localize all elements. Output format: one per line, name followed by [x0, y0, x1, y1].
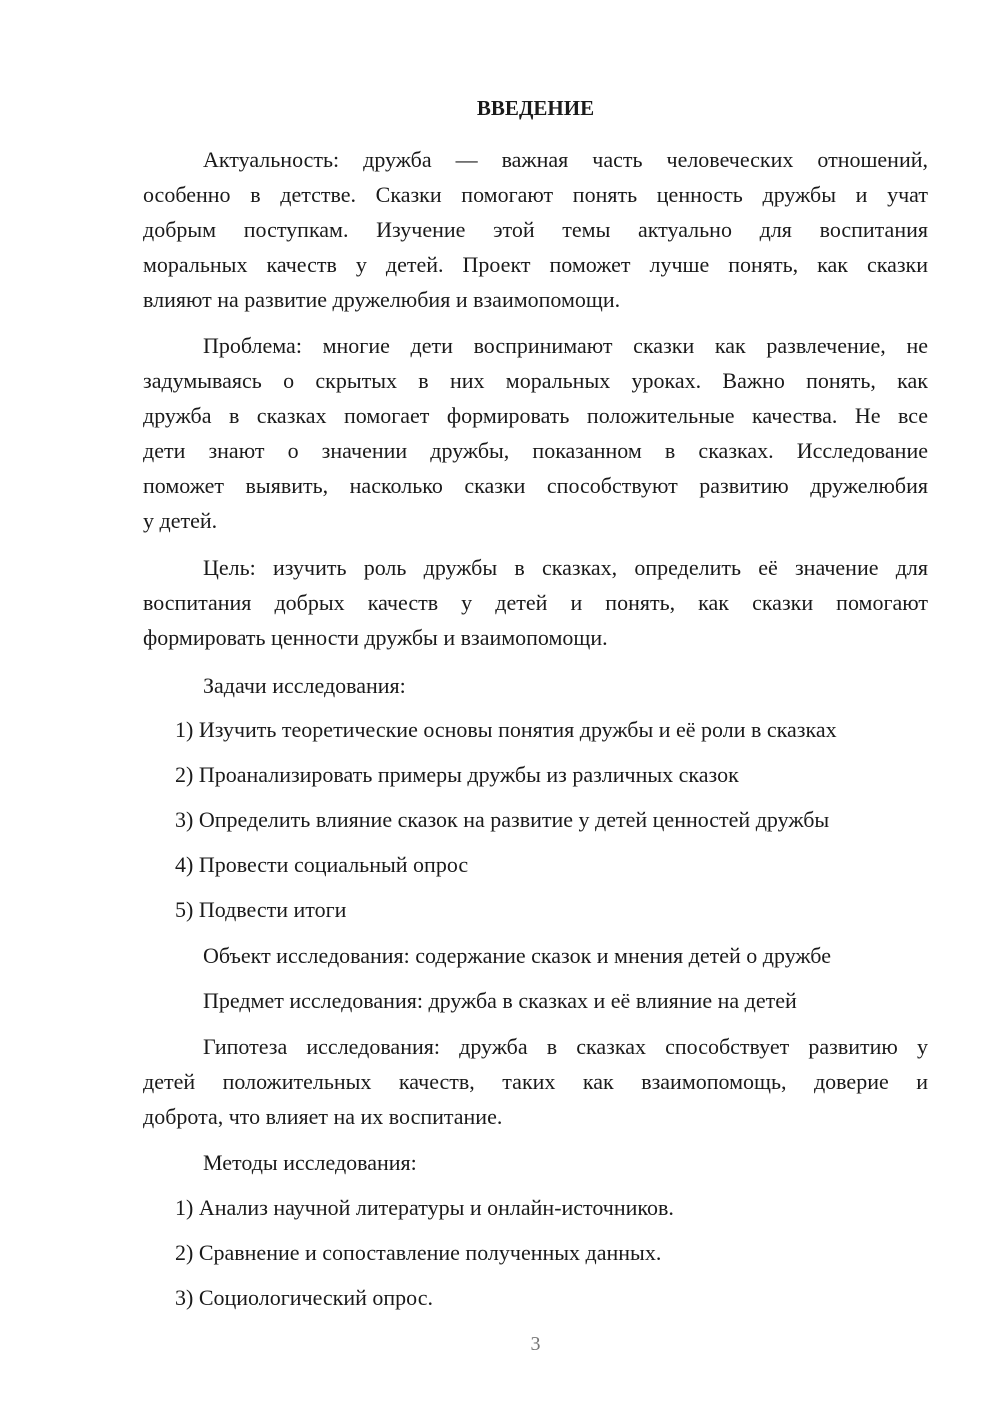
section-title: ВВЕДЕНИЕ [476, 96, 595, 120]
page-number: 3 [530, 1333, 541, 1355]
research-subject: Предмет исследования: дружба в сказках и её влияние на детей [203, 988, 797, 1013]
relevance-line: особенно в детстве. Сказки помогают понять ценность дружбы и учат [143, 182, 928, 207]
relevance-line: Актуальность: дружба — важная часть человеческих отношений, [203, 147, 928, 172]
research-object: Объект исследования: содержание сказок и мнения детей о дружбе [203, 943, 831, 968]
task-item: 1) Изучить теоретические основы понятия дружбы и её роли в сказках [175, 717, 837, 742]
task-item: 4) Провести социальный опрос [175, 852, 469, 877]
goal-line: Цель: изучить роль дружбы в сказках, определить её значение для [203, 555, 928, 580]
hypothesis-line: Гипотеза исследования: дружба в сказках способствует развитию у [203, 1034, 928, 1059]
problem-line: поможет выявить, насколько сказки способствуют развитию дружелюбия [143, 473, 928, 498]
hypothesis-line: детей положительных качеств, таких как взаимопомощь, доверие и [143, 1069, 928, 1094]
task-item: 2) Проанализировать примеры дружбы из различных сказок [175, 762, 739, 787]
tasks-heading: Задачи исследования: [203, 673, 406, 698]
task-item: 5) Подвести итоги [175, 897, 347, 922]
problem-line: у детей. [143, 508, 218, 533]
problem-line: дружба в сказках помогает формировать положительные качества. Не все [143, 403, 928, 428]
goal-line: воспитания добрых качеств у детей и понять, как сказки помогают [143, 590, 928, 615]
method-item: 3) Социологический опрос. [175, 1285, 433, 1310]
relevance-line: добрым поступкам. Изучение этой темы актуально для воспитания [143, 217, 928, 242]
relevance-line: моральных качеств у детей. Проект поможет лучше понять, как сказки [143, 252, 928, 277]
method-item: 1) Анализ научной литературы и онлайн-источников. [175, 1195, 674, 1220]
problem-line: дети знают о значении дружбы, показанном в сказках. Исследование [143, 438, 928, 463]
relevance-line: влияют на развитие дружелюбия и взаимопомощи. [143, 287, 621, 312]
hypothesis-line: доброта, что влияет на их воспитание. [143, 1104, 503, 1129]
goal-line: формировать ценности дружбы и взаимопомощи. [143, 625, 608, 650]
method-item: 2) Сравнение и сопоставление полученных данных. [175, 1240, 662, 1265]
problem-line: задумываясь о скрытых в них моральных уроках. Важно понять, как [143, 368, 928, 393]
task-item: 3) Определить влияние сказок на развитие у детей ценностей дружбы [175, 807, 830, 832]
problem-line: Проблема: многие дети воспринимают сказки как развлечение, не [203, 333, 928, 358]
methods-heading: Методы исследования: [203, 1150, 417, 1175]
